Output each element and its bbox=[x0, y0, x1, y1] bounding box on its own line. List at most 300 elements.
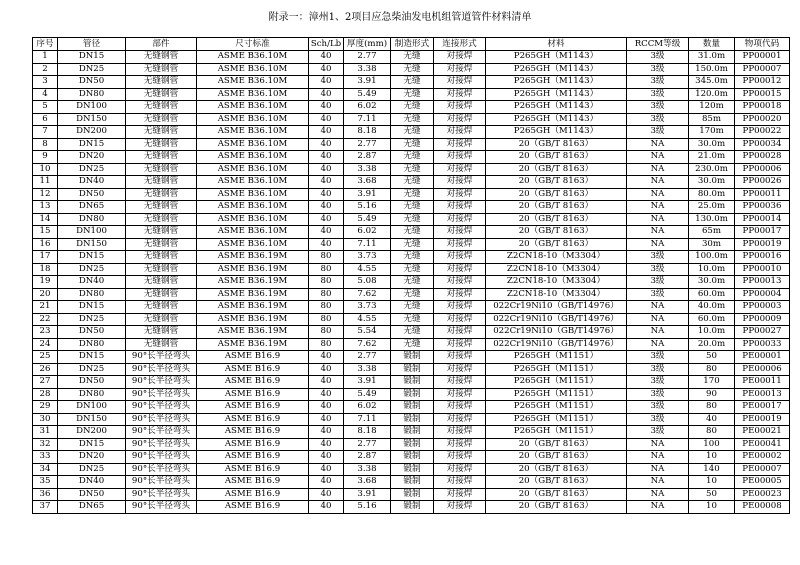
cell-item-code: PP00028 bbox=[735, 151, 790, 164]
cell-connection-type: 对接焊 bbox=[434, 401, 486, 414]
cell-size-standard: ASME B36.10M bbox=[197, 176, 309, 189]
cell-thickness: 5.16 bbox=[344, 501, 391, 514]
cell-schedule: 40 bbox=[309, 501, 344, 514]
cell-thickness: 7.11 bbox=[344, 238, 391, 251]
cell-thickness: 2.87 bbox=[344, 151, 391, 164]
cell-rccm-grade: NA bbox=[627, 188, 689, 201]
cell-material: 20（GB/T 8163） bbox=[486, 438, 627, 451]
cell-rccm-grade: 3级 bbox=[627, 88, 689, 101]
table-row bbox=[33, 226, 790, 239]
table-row bbox=[33, 201, 790, 214]
cell-connection-type: 对接焊 bbox=[434, 426, 486, 439]
cell-seq: 28 bbox=[33, 388, 58, 401]
cell-material: 20（GB/T 8163） bbox=[486, 451, 627, 464]
cell-connection-type: 对接焊 bbox=[434, 351, 486, 364]
cell-rccm-grade: NA bbox=[627, 476, 689, 489]
cell-seq: 22 bbox=[33, 313, 58, 326]
cell-item-code: PE00001 bbox=[735, 351, 790, 364]
cell-pipe-size: DN15 bbox=[58, 138, 126, 151]
cell-quantity: 130.0m bbox=[689, 213, 735, 226]
cell-component: 无缝钢管 bbox=[126, 188, 197, 201]
table-row bbox=[33, 288, 790, 301]
cell-material: P265GH（M1151） bbox=[486, 351, 627, 364]
cell-schedule: 40 bbox=[309, 401, 344, 414]
cell-connection-type: 对接焊 bbox=[434, 213, 486, 226]
table-row bbox=[33, 438, 790, 451]
cell-material: 20（GB/T 8163） bbox=[486, 501, 627, 514]
cell-seq: 18 bbox=[33, 263, 58, 276]
cell-manufacture-type: 无缝 bbox=[391, 276, 434, 289]
cell-quantity: 80 bbox=[689, 363, 735, 376]
cell-quantity: 150.0m bbox=[689, 63, 735, 76]
cell-rccm-grade: 3级 bbox=[627, 251, 689, 264]
cell-schedule: 40 bbox=[309, 363, 344, 376]
cell-seq: 11 bbox=[33, 176, 58, 189]
cell-pipe-size: DN50 bbox=[58, 488, 126, 501]
cell-schedule: 80 bbox=[309, 288, 344, 301]
cell-thickness: 3.91 bbox=[344, 488, 391, 501]
table-row bbox=[33, 488, 790, 501]
cell-quantity: 170m bbox=[689, 126, 735, 139]
cell-size-standard: ASME B16.9 bbox=[197, 376, 309, 389]
cell-quantity: 90 bbox=[689, 388, 735, 401]
cell-thickness: 5.49 bbox=[344, 213, 391, 226]
cell-component: 无缝钢管 bbox=[126, 251, 197, 264]
cell-component: 90°长半径弯头 bbox=[126, 463, 197, 476]
cell-pipe-size: DN150 bbox=[58, 113, 126, 126]
cell-manufacture-type: 无缝 bbox=[391, 176, 434, 189]
cell-quantity: 50 bbox=[689, 488, 735, 501]
cell-item-code: PP00006 bbox=[735, 163, 790, 176]
cell-size-standard: ASME B16.9 bbox=[197, 463, 309, 476]
cell-component: 无缝钢管 bbox=[126, 76, 197, 89]
cell-pipe-size: DN65 bbox=[58, 501, 126, 514]
cell-quantity: 60.0m bbox=[689, 313, 735, 326]
cell-connection-type: 对接焊 bbox=[434, 276, 486, 289]
cell-pipe-size: DN100 bbox=[58, 226, 126, 239]
cell-component: 无缝钢管 bbox=[126, 326, 197, 339]
header-thickness: 厚度(mm) bbox=[344, 38, 391, 51]
cell-size-standard: ASME B36.10M bbox=[197, 76, 309, 89]
cell-pipe-size: DN15 bbox=[58, 301, 126, 314]
cell-item-code: PP00015 bbox=[735, 88, 790, 101]
cell-connection-type: 对接焊 bbox=[434, 76, 486, 89]
cell-material: P265GH（M1143） bbox=[486, 126, 627, 139]
cell-thickness: 5.49 bbox=[344, 388, 391, 401]
cell-thickness: 2.77 bbox=[344, 438, 391, 451]
cell-size-standard: ASME B36.10M bbox=[197, 201, 309, 214]
cell-item-code: PE00011 bbox=[735, 376, 790, 389]
table-row bbox=[33, 276, 790, 289]
table-row bbox=[33, 101, 790, 114]
cell-quantity: 60.0m bbox=[689, 288, 735, 301]
cell-item-code: PP00022 bbox=[735, 126, 790, 139]
cell-connection-type: 对接焊 bbox=[434, 288, 486, 301]
cell-schedule: 40 bbox=[309, 101, 344, 114]
cell-seq: 6 bbox=[33, 113, 58, 126]
cell-rccm-grade: 3级 bbox=[627, 288, 689, 301]
cell-seq: 37 bbox=[33, 501, 58, 514]
cell-pipe-size: DN80 bbox=[58, 388, 126, 401]
cell-material: P265GH（M1143） bbox=[486, 63, 627, 76]
cell-seq: 36 bbox=[33, 488, 58, 501]
cell-material: 20（GB/T 8163） bbox=[486, 476, 627, 489]
header-component: 部件 bbox=[126, 38, 197, 51]
cell-seq: 3 bbox=[33, 76, 58, 89]
cell-seq: 10 bbox=[33, 163, 58, 176]
header-quantity: 数量 bbox=[689, 38, 735, 51]
cell-manufacture-type: 锻制 bbox=[391, 426, 434, 439]
cell-manufacture-type: 无缝 bbox=[391, 288, 434, 301]
cell-seq: 34 bbox=[33, 463, 58, 476]
table-row bbox=[33, 351, 790, 364]
cell-seq: 25 bbox=[33, 351, 58, 364]
cell-pipe-size: DN20 bbox=[58, 451, 126, 464]
cell-component: 无缝钢管 bbox=[126, 88, 197, 101]
cell-rccm-grade: 3级 bbox=[627, 51, 689, 64]
cell-manufacture-type: 无缝 bbox=[391, 238, 434, 251]
cell-rccm-grade: NA bbox=[627, 501, 689, 514]
cell-thickness: 8.18 bbox=[344, 126, 391, 139]
cell-pipe-size: DN25 bbox=[58, 63, 126, 76]
cell-material: 20（GB/T 8163） bbox=[486, 201, 627, 214]
cell-material: 20（GB/T 8163） bbox=[486, 213, 627, 226]
cell-manufacture-type: 无缝 bbox=[391, 213, 434, 226]
cell-seq: 32 bbox=[33, 438, 58, 451]
cell-thickness: 2.77 bbox=[344, 351, 391, 364]
cell-pipe-size: DN50 bbox=[58, 326, 126, 339]
cell-connection-type: 对接焊 bbox=[434, 163, 486, 176]
cell-seq: 20 bbox=[33, 288, 58, 301]
cell-manufacture-type: 锻制 bbox=[391, 476, 434, 489]
cell-pipe-size: DN15 bbox=[58, 51, 126, 64]
cell-size-standard: ASME B36.10M bbox=[197, 226, 309, 239]
cell-size-standard: ASME B36.19M bbox=[197, 263, 309, 276]
cell-item-code: PE00021 bbox=[735, 426, 790, 439]
cell-item-code: PP00033 bbox=[735, 338, 790, 351]
cell-material: P265GH（M1151） bbox=[486, 401, 627, 414]
cell-manufacture-type: 锻制 bbox=[391, 463, 434, 476]
cell-pipe-size: DN25 bbox=[58, 463, 126, 476]
table-row bbox=[33, 126, 790, 139]
cell-pipe-size: DN80 bbox=[58, 338, 126, 351]
cell-manufacture-type: 无缝 bbox=[391, 163, 434, 176]
cell-seq: 9 bbox=[33, 151, 58, 164]
cell-size-standard: ASME B16.9 bbox=[197, 426, 309, 439]
cell-size-standard: ASME B16.9 bbox=[197, 401, 309, 414]
cell-thickness: 3.38 bbox=[344, 163, 391, 176]
cell-connection-type: 对接焊 bbox=[434, 251, 486, 264]
cell-component: 无缝钢管 bbox=[126, 288, 197, 301]
cell-material: P265GH（M1143） bbox=[486, 113, 627, 126]
cell-schedule: 40 bbox=[309, 238, 344, 251]
cell-thickness: 8.18 bbox=[344, 426, 391, 439]
cell-material: 20（GB/T 8163） bbox=[486, 238, 627, 251]
cell-item-code: PP00010 bbox=[735, 263, 790, 276]
cell-schedule: 40 bbox=[309, 151, 344, 164]
cell-connection-type: 对接焊 bbox=[434, 126, 486, 139]
cell-connection-type: 对接焊 bbox=[434, 138, 486, 151]
cell-pipe-size: DN15 bbox=[58, 351, 126, 364]
cell-quantity: 65m bbox=[689, 226, 735, 239]
header-manufacture-type: 制造形式 bbox=[391, 38, 434, 51]
cell-manufacture-type: 无缝 bbox=[391, 88, 434, 101]
cell-manufacture-type: 无缝 bbox=[391, 138, 434, 151]
cell-thickness: 5.49 bbox=[344, 88, 391, 101]
cell-size-standard: ASME B36.19M bbox=[197, 288, 309, 301]
cell-schedule: 40 bbox=[309, 426, 344, 439]
cell-schedule: 40 bbox=[309, 226, 344, 239]
cell-seq: 5 bbox=[33, 101, 58, 114]
cell-pipe-size: DN25 bbox=[58, 363, 126, 376]
cell-quantity: 10 bbox=[689, 501, 735, 514]
cell-item-code: PE00006 bbox=[735, 363, 790, 376]
cell-schedule: 40 bbox=[309, 76, 344, 89]
cell-material: 20（GB/T 8163） bbox=[486, 163, 627, 176]
cell-rccm-grade: NA bbox=[627, 488, 689, 501]
cell-manufacture-type: 无缝 bbox=[391, 126, 434, 139]
header-rccm-grade: RCCM等级 bbox=[627, 38, 689, 51]
cell-pipe-size: DN80 bbox=[58, 213, 126, 226]
cell-manufacture-type: 锻制 bbox=[391, 401, 434, 414]
cell-component: 无缝钢管 bbox=[126, 151, 197, 164]
cell-item-code: PP00017 bbox=[735, 226, 790, 239]
cell-thickness: 3.73 bbox=[344, 301, 391, 314]
cell-component: 90°长半径弯头 bbox=[126, 501, 197, 514]
table-header-row bbox=[33, 38, 790, 51]
cell-connection-type: 对接焊 bbox=[434, 188, 486, 201]
table-row bbox=[33, 413, 790, 426]
cell-item-code: PP00003 bbox=[735, 301, 790, 314]
table-row bbox=[33, 463, 790, 476]
cell-quantity: 100.0m bbox=[689, 251, 735, 264]
cell-quantity: 30.0m bbox=[689, 176, 735, 189]
cell-schedule: 40 bbox=[309, 388, 344, 401]
cell-quantity: 80 bbox=[689, 426, 735, 439]
cell-item-code: PE00008 bbox=[735, 501, 790, 514]
cell-schedule: 80 bbox=[309, 338, 344, 351]
cell-thickness: 4.55 bbox=[344, 263, 391, 276]
table-row bbox=[33, 388, 790, 401]
cell-thickness: 3.68 bbox=[344, 176, 391, 189]
cell-manufacture-type: 锻制 bbox=[391, 363, 434, 376]
cell-rccm-grade: 3级 bbox=[627, 376, 689, 389]
cell-seq: 35 bbox=[33, 476, 58, 489]
table-row bbox=[33, 151, 790, 164]
table-row bbox=[33, 176, 790, 189]
cell-thickness: 3.38 bbox=[344, 63, 391, 76]
cell-quantity: 10.0m bbox=[689, 263, 735, 276]
cell-material: P265GH（M1151） bbox=[486, 363, 627, 376]
cell-pipe-size: DN25 bbox=[58, 313, 126, 326]
cell-material: 20（GB/T 8163） bbox=[486, 226, 627, 239]
cell-size-standard: ASME B16.9 bbox=[197, 413, 309, 426]
cell-item-code: PP00004 bbox=[735, 288, 790, 301]
cell-pipe-size: DN15 bbox=[58, 251, 126, 264]
table-row bbox=[33, 363, 790, 376]
table-row bbox=[33, 63, 790, 76]
cell-rccm-grade: NA bbox=[627, 438, 689, 451]
cell-item-code: PP00011 bbox=[735, 188, 790, 201]
cell-size-standard: ASME B36.10M bbox=[197, 101, 309, 114]
cell-seq: 26 bbox=[33, 363, 58, 376]
cell-connection-type: 对接焊 bbox=[434, 176, 486, 189]
cell-component: 无缝钢管 bbox=[126, 213, 197, 226]
cell-connection-type: 对接焊 bbox=[434, 501, 486, 514]
cell-rccm-grade: NA bbox=[627, 313, 689, 326]
cell-manufacture-type: 无缝 bbox=[391, 301, 434, 314]
table-row bbox=[33, 426, 790, 439]
materials-table bbox=[32, 37, 790, 514]
cell-rccm-grade: NA bbox=[627, 463, 689, 476]
cell-size-standard: ASME B16.9 bbox=[197, 488, 309, 501]
cell-quantity: 30m bbox=[689, 238, 735, 251]
cell-manufacture-type: 锻制 bbox=[391, 451, 434, 464]
cell-rccm-grade: NA bbox=[627, 163, 689, 176]
cell-item-code: PE00023 bbox=[735, 488, 790, 501]
cell-component: 无缝钢管 bbox=[126, 126, 197, 139]
header-size-standard: 尺寸标准 bbox=[197, 38, 309, 51]
cell-schedule: 40 bbox=[309, 138, 344, 151]
cell-pipe-size: DN200 bbox=[58, 126, 126, 139]
cell-material: P265GH（M1143） bbox=[486, 76, 627, 89]
header-item-code: 物项代码 bbox=[735, 38, 790, 51]
cell-quantity: 140 bbox=[689, 463, 735, 476]
table-row bbox=[33, 251, 790, 264]
cell-rccm-grade: 3级 bbox=[627, 351, 689, 364]
cell-manufacture-type: 无缝 bbox=[391, 151, 434, 164]
cell-connection-type: 对接焊 bbox=[434, 463, 486, 476]
cell-seq: 17 bbox=[33, 251, 58, 264]
cell-connection-type: 对接焊 bbox=[434, 226, 486, 239]
cell-pipe-size: DN50 bbox=[58, 76, 126, 89]
header-seq: 序号 bbox=[33, 38, 58, 51]
cell-thickness: 3.91 bbox=[344, 188, 391, 201]
cell-connection-type: 对接焊 bbox=[434, 313, 486, 326]
cell-connection-type: 对接焊 bbox=[434, 326, 486, 339]
cell-connection-type: 对接焊 bbox=[434, 413, 486, 426]
table-row bbox=[33, 338, 790, 351]
cell-seq: 27 bbox=[33, 376, 58, 389]
cell-component: 无缝钢管 bbox=[126, 201, 197, 214]
cell-rccm-grade: NA bbox=[627, 238, 689, 251]
cell-size-standard: ASME B16.9 bbox=[197, 388, 309, 401]
cell-rccm-grade: NA bbox=[627, 201, 689, 214]
cell-schedule: 40 bbox=[309, 438, 344, 451]
cell-seq: 15 bbox=[33, 226, 58, 239]
cell-component: 无缝钢管 bbox=[126, 276, 197, 289]
cell-quantity: 230.0m bbox=[689, 163, 735, 176]
cell-thickness: 4.55 bbox=[344, 313, 391, 326]
cell-quantity: 10.0m bbox=[689, 326, 735, 339]
cell-thickness: 3.73 bbox=[344, 251, 391, 264]
cell-pipe-size: DN150 bbox=[58, 413, 126, 426]
cell-quantity: 80 bbox=[689, 401, 735, 414]
cell-item-code: PP00014 bbox=[735, 213, 790, 226]
cell-component: 无缝钢管 bbox=[126, 101, 197, 114]
table-row bbox=[33, 113, 790, 126]
cell-quantity: 40 bbox=[689, 413, 735, 426]
cell-component: 90°长半径弯头 bbox=[126, 438, 197, 451]
cell-item-code: PE00002 bbox=[735, 451, 790, 464]
cell-component: 无缝钢管 bbox=[126, 113, 197, 126]
cell-rccm-grade: 3级 bbox=[627, 388, 689, 401]
cell-item-code: PP00034 bbox=[735, 138, 790, 151]
cell-pipe-size: DN40 bbox=[58, 176, 126, 189]
cell-connection-type: 对接焊 bbox=[434, 238, 486, 251]
cell-manufacture-type: 无缝 bbox=[391, 263, 434, 276]
cell-schedule: 40 bbox=[309, 163, 344, 176]
cell-schedule: 80 bbox=[309, 326, 344, 339]
cell-item-code: PP00013 bbox=[735, 276, 790, 289]
cell-size-standard: ASME B16.9 bbox=[197, 351, 309, 364]
cell-schedule: 40 bbox=[309, 213, 344, 226]
table-body bbox=[33, 51, 790, 514]
cell-size-standard: ASME B36.19M bbox=[197, 313, 309, 326]
cell-size-standard: ASME B16.9 bbox=[197, 476, 309, 489]
cell-thickness: 6.02 bbox=[344, 401, 391, 414]
cell-manufacture-type: 无缝 bbox=[391, 201, 434, 214]
cell-rccm-grade: NA bbox=[627, 301, 689, 314]
cell-schedule: 40 bbox=[309, 451, 344, 464]
cell-component: 90°长半径弯头 bbox=[126, 351, 197, 364]
cell-seq: 23 bbox=[33, 326, 58, 339]
cell-material: P265GH（M1143） bbox=[486, 88, 627, 101]
cell-size-standard: ASME B16.9 bbox=[197, 501, 309, 514]
cell-component: 无缝钢管 bbox=[126, 226, 197, 239]
cell-thickness: 6.02 bbox=[344, 101, 391, 114]
cell-seq: 8 bbox=[33, 138, 58, 151]
cell-rccm-grade: NA bbox=[627, 226, 689, 239]
cell-size-standard: ASME B36.19M bbox=[197, 251, 309, 264]
cell-schedule: 40 bbox=[309, 351, 344, 364]
cell-thickness: 3.38 bbox=[344, 463, 391, 476]
cell-thickness: 7.62 bbox=[344, 288, 391, 301]
cell-material: 20（GB/T 8163） bbox=[486, 188, 627, 201]
cell-pipe-size: DN25 bbox=[58, 263, 126, 276]
cell-rccm-grade: 3级 bbox=[627, 101, 689, 114]
cell-quantity: 21.0m bbox=[689, 151, 735, 164]
cell-material: 022Cr19Ni10（GB/T14976） bbox=[486, 301, 627, 314]
document-title: 附录一：漳州1、2项目应急柴油发电机组管道管件材料清单 bbox=[268, 12, 532, 23]
cell-seq: 16 bbox=[33, 238, 58, 251]
table-row bbox=[33, 401, 790, 414]
cell-manufacture-type: 无缝 bbox=[391, 51, 434, 64]
cell-manufacture-type: 锻制 bbox=[391, 488, 434, 501]
cell-manufacture-type: 无缝 bbox=[391, 338, 434, 351]
cell-pipe-size: DN15 bbox=[58, 438, 126, 451]
table-row bbox=[33, 313, 790, 326]
cell-quantity: 30.0m bbox=[689, 276, 735, 289]
cell-component: 无缝钢管 bbox=[126, 138, 197, 151]
cell-quantity: 10 bbox=[689, 451, 735, 464]
cell-rccm-grade: NA bbox=[627, 176, 689, 189]
table-row bbox=[33, 163, 790, 176]
cell-size-standard: ASME B36.19M bbox=[197, 301, 309, 314]
cell-item-code: PE00005 bbox=[735, 476, 790, 489]
cell-component: 90°长半径弯头 bbox=[126, 376, 197, 389]
table-row bbox=[33, 88, 790, 101]
cell-rccm-grade: 3级 bbox=[627, 426, 689, 439]
cell-schedule: 40 bbox=[309, 88, 344, 101]
cell-schedule: 40 bbox=[309, 63, 344, 76]
cell-component: 无缝钢管 bbox=[126, 176, 197, 189]
cell-seq: 1 bbox=[33, 51, 58, 64]
cell-thickness: 2.87 bbox=[344, 451, 391, 464]
cell-rccm-grade: NA bbox=[627, 338, 689, 351]
cell-connection-type: 对接焊 bbox=[434, 88, 486, 101]
cell-item-code: PE00019 bbox=[735, 413, 790, 426]
